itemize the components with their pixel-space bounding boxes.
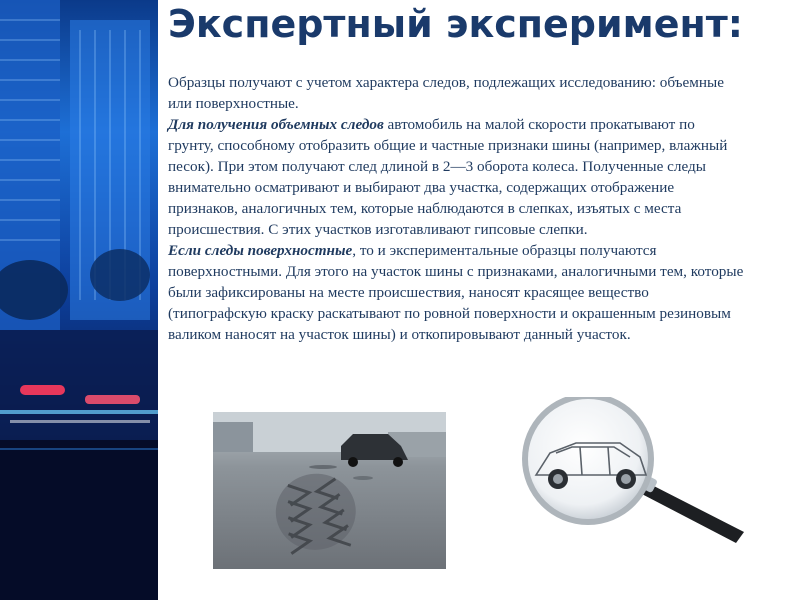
paragraph-surface	[168, 240, 744, 345]
paragraph-text: , то и экспериментальные образцы получаются поверхностными. Для этого на участок шины с признаками, аналогичными тем, которые были зафиксированы на месте происшествия, наносят красящее вещество (типографскую краску раскатывают по ровной поверхности и окрашенным резиновым валиком наносят на участок шины) и откопировывают данный участок.	[168, 242, 744, 343]
slide-title: Экспертный эксперимент:	[168, 2, 743, 46]
night-city-photo	[0, 0, 158, 600]
paragraph-lead: Если следы поверхностные	[168, 242, 353, 259]
paragraph-text: Образцы получают с учетом характера следов, подлежащих исследованию: объемные или поверхностные.	[168, 74, 724, 112]
paragraph-intro	[168, 72, 744, 114]
paragraph-volumetric	[168, 114, 744, 240]
paragraph-lead: Для получения объемных следов	[168, 116, 384, 133]
slide-body	[168, 72, 744, 345]
tire-track-photo	[213, 412, 446, 569]
paragraph-text: автомобиль на малой скорости прокатывают по грунту, способному отобразить общие и частные признаки шины (например, влажный песок). При этом получают след длиной в 2—3 оборота колеса. Полученные следы внимательно осматривают и выбирают два участка, содержащих отображение признаков, аналогичных тем, которые наблюдаются в слепках, изъятых с места происшествия. С этих участков изготавливают гипсовые слепки.	[168, 116, 728, 238]
magnifier-car-photo	[516, 397, 756, 545]
